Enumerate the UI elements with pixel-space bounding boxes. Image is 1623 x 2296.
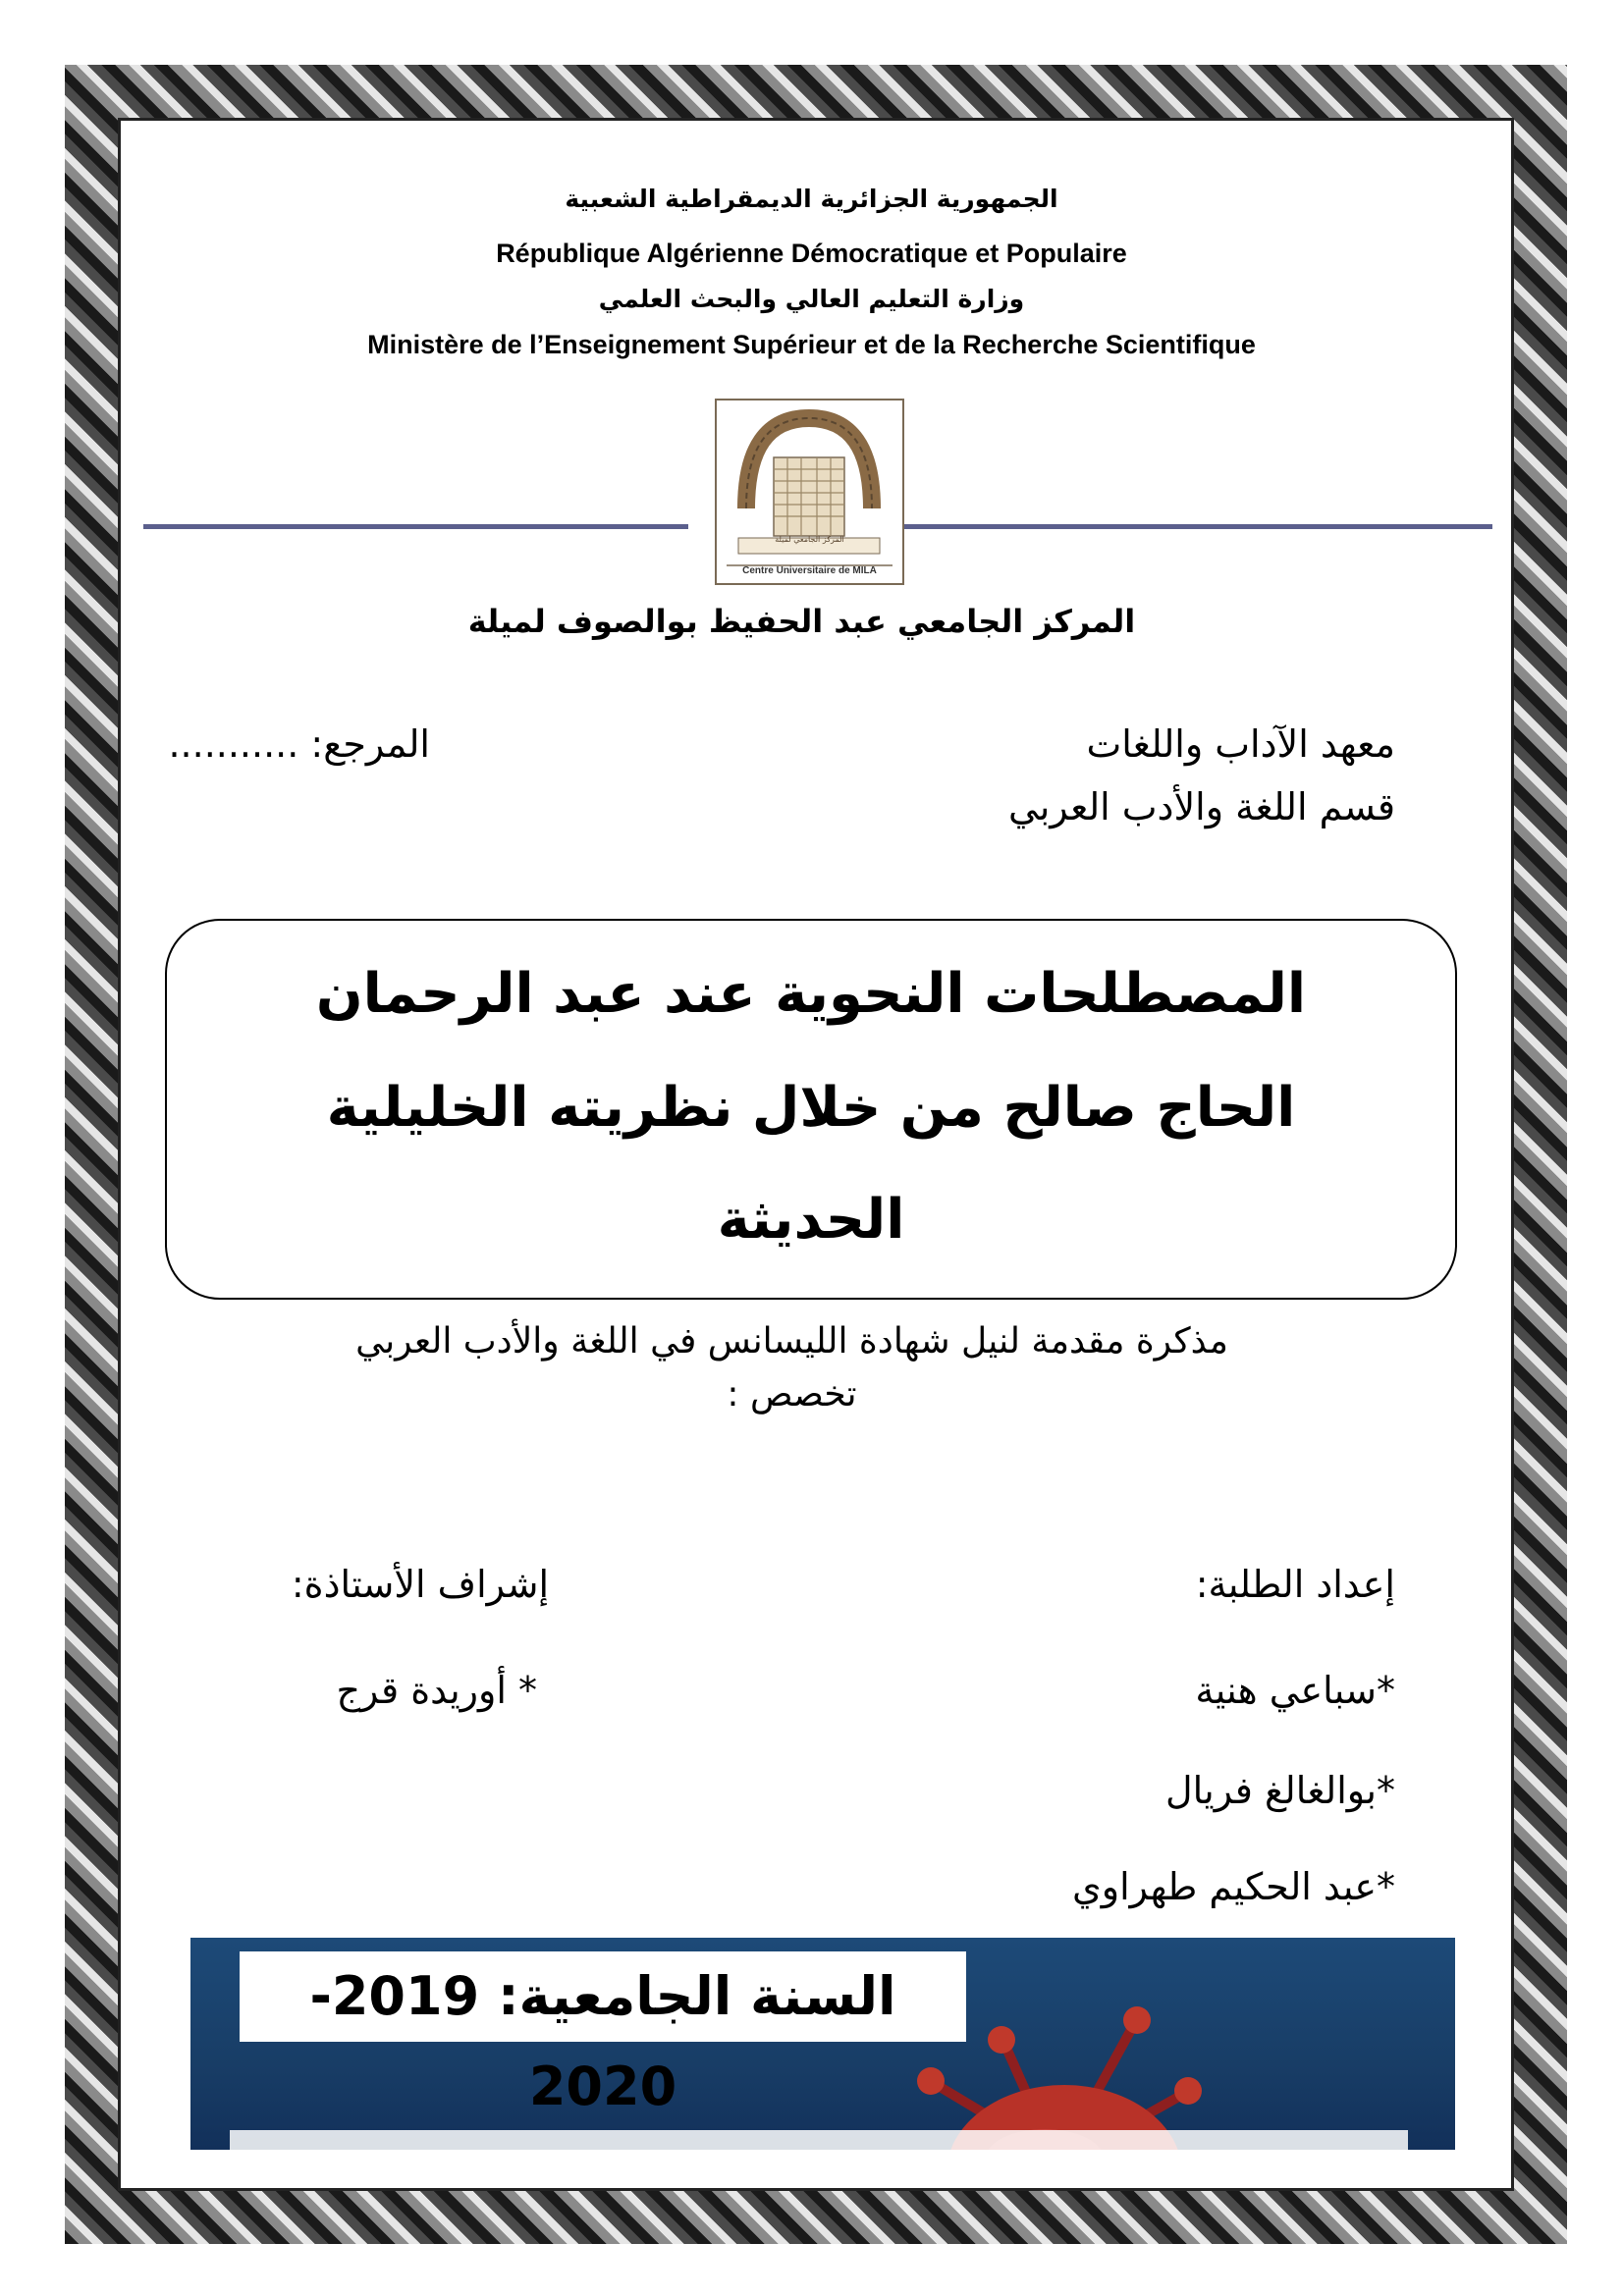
- title-line-2: الحاج صالح من خلال نظريته الخليلية: [326, 1076, 1296, 1140]
- academic-year: السنة الجامعية: 2019-2020: [240, 1951, 966, 2042]
- ministry-arabic: وزارة التعليم العالي والبحث العلمي: [598, 285, 1025, 313]
- logo-caption: Centre Universitaire de MILA: [742, 565, 877, 576]
- students-label: إعداد الطلبة:: [1195, 1563, 1395, 1606]
- title-line-3: الحديثة: [717, 1188, 905, 1252]
- ministry-french: Ministère de l’Enseignement Supérieur et de la Recherche Scientifique: [367, 330, 1256, 359]
- supervisor-label: إشراف الأستاذة:: [291, 1563, 549, 1606]
- logo-plaque: المركز الجامعي لميلة: [775, 535, 844, 544]
- republic-french: République Algérienne Démocratique et Populaire: [496, 239, 1127, 268]
- title-line-1: المصطلحات النحوية عند عبد الرحمان: [315, 962, 1307, 1026]
- right-rule: [900, 524, 1492, 529]
- thesis-title-box: [165, 919, 1457, 1300]
- university-logo: [715, 399, 904, 585]
- student-name-1: *سباعي هنية: [1195, 1669, 1395, 1712]
- reference-number: المرجع: ...........: [168, 722, 430, 766]
- department-name: قسم اللغة والأدب العربي: [1008, 785, 1395, 828]
- university-name: المركز الجامعي عبد الحفيظ بوالصوف لميلة: [467, 603, 1136, 640]
- left-rule: [143, 524, 688, 529]
- memo-statement: مذكرة مقدمة لنيل شهادة الليسانس في اللغة والأدب العربي: [355, 1321, 1228, 1362]
- student-name-3: *عبد الحكيم طهراوي: [1071, 1865, 1395, 1908]
- supervisor-name: * أوريدة قرج: [336, 1669, 537, 1712]
- institute-name: معهد الآداب واللغات: [1086, 722, 1395, 766]
- specialty-label: تخصص :: [727, 1374, 857, 1415]
- republic-arabic: الجمهورية الجزائرية الديمقراطية الشعبية: [565, 185, 1058, 213]
- logo-building-icon: [717, 400, 902, 583]
- student-name-2: *بوالغالغ فريال: [1164, 1769, 1395, 1812]
